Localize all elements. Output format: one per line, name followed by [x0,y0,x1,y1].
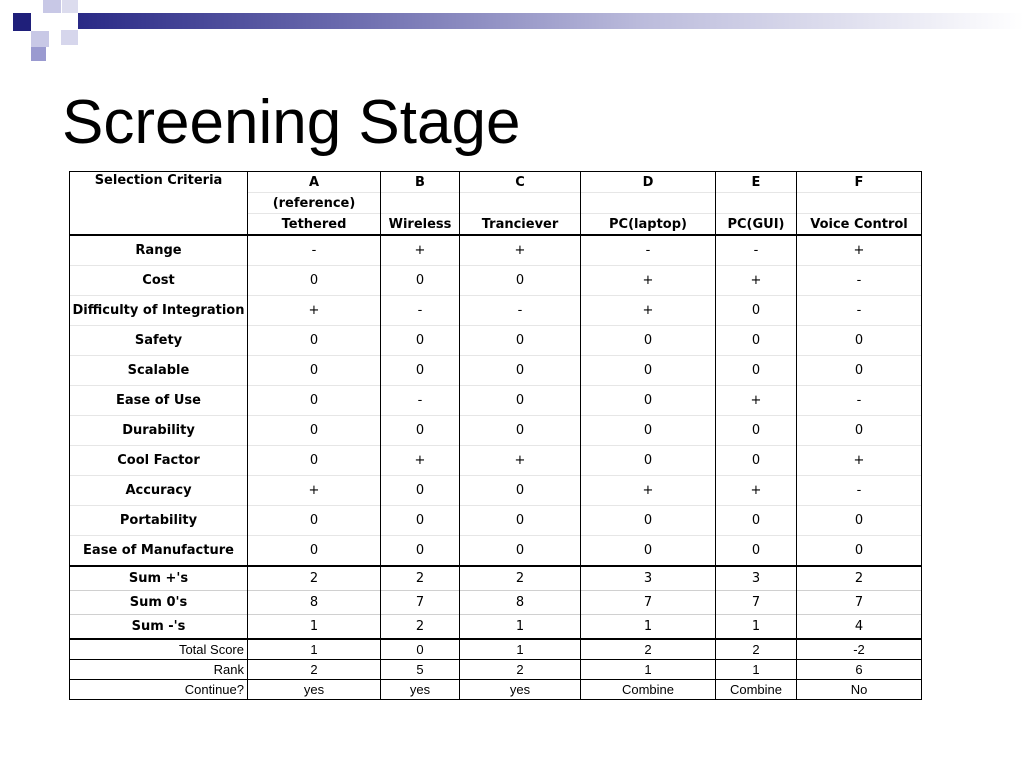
rating-cell: 0 [248,386,381,416]
continue-row [70,680,922,700]
concept-name: PC(GUI) [716,214,797,236]
rating-cell: + [581,296,716,326]
rating-cell: 0 [460,386,581,416]
rating-cell: + [460,235,581,266]
rating-cell: 0 [581,506,716,536]
sum-cell: 1 [581,615,716,640]
rating-cell: 0 [460,476,581,506]
concept-name: Voice Control [797,214,922,236]
banner-square-mid [31,47,46,61]
sum-row-plus [70,566,922,591]
criterion-name: Cool Factor [70,446,248,476]
sum-cell: 2 [381,566,460,591]
empty-cell [381,193,460,214]
rating-cell: 0 [248,536,381,567]
score-cell: -2 [797,639,922,660]
criterion-row-range [70,235,922,266]
banner-square-light [62,0,78,13]
concept-letter: F [797,172,922,193]
rating-cell: + [581,266,716,296]
slide-title: Screening Stage [62,88,521,157]
sum-cell: 2 [797,566,922,591]
rating-cell: 0 [460,356,581,386]
criterion-row-durability [70,416,922,446]
rating-cell: 0 [716,416,797,446]
rating-cell: + [381,235,460,266]
concept-letter: C [460,172,581,193]
rating-cell: + [716,266,797,296]
criterion-name: Scalable [70,356,248,386]
concept-name: Tethered [248,214,381,236]
decision-cell: yes [381,680,460,700]
rank-cell: 2 [460,660,581,680]
rating-cell: 0 [460,506,581,536]
rating-cell: 0 [797,416,922,446]
rating-cell: - [716,235,797,266]
sum-cell: 8 [248,591,381,615]
criterion-row-safety [70,326,922,356]
sum-cell: 7 [581,591,716,615]
score-cell: 2 [716,639,797,660]
concept-name: Tranciever [460,214,581,236]
criterion-name: Accuracy [70,476,248,506]
sum-cell: 2 [381,615,460,640]
rating-cell: + [248,476,381,506]
rating-cell: + [716,476,797,506]
rating-cell: 0 [381,506,460,536]
rating-cell: 0 [381,266,460,296]
sum-cell: 4 [797,615,922,640]
rating-cell: 0 [716,326,797,356]
decision-cell: yes [248,680,381,700]
concept-letter: A [248,172,381,193]
rating-cell: 0 [716,506,797,536]
rating-cell: + [797,446,922,476]
footer-label: Total Score [70,639,248,660]
banner-square-dark [13,13,31,31]
screening-matrix-table [69,171,922,700]
rating-cell: - [248,235,381,266]
rating-cell: 0 [460,416,581,446]
rating-cell: - [797,476,922,506]
criterion-row-portability [70,506,922,536]
rating-cell: 0 [248,266,381,296]
rating-cell: 0 [381,536,460,567]
rating-cell: 0 [581,326,716,356]
rank-cell: 1 [716,660,797,680]
rating-cell: - [581,235,716,266]
decision-cell: yes [460,680,581,700]
rating-cell: 0 [381,326,460,356]
rating-cell: 0 [460,536,581,567]
criterion-row-scalable [70,356,922,386]
rating-cell: + [381,446,460,476]
concept-letter: E [716,172,797,193]
rating-cell: 0 [460,326,581,356]
sum-cell: 1 [460,615,581,640]
rating-cell: 0 [716,296,797,326]
banner-square-light [43,0,61,13]
rank-cell: 6 [797,660,922,680]
concept-letter: D [581,172,716,193]
rank-cell: 1 [581,660,716,680]
rating-cell: + [460,446,581,476]
rating-cell: 0 [460,266,581,296]
empty-cell [716,193,797,214]
sum-cell: 7 [716,591,797,615]
rating-cell: + [797,235,922,266]
sum-cell: 3 [716,566,797,591]
sum-cell: 7 [797,591,922,615]
empty-cell [460,193,581,214]
rating-cell: 0 [381,356,460,386]
decision-cell: Combine [581,680,716,700]
rating-cell: 0 [581,446,716,476]
banner-gradient-bar [78,13,1024,29]
score-cell: 0 [381,639,460,660]
sum-label: Sum +'s [70,566,248,591]
rating-cell: + [716,386,797,416]
sum-cell: 1 [248,615,381,640]
rank-row [70,660,922,680]
rating-cell: 0 [248,416,381,446]
concept-name: PC(laptop) [581,214,716,236]
rating-cell: 0 [797,356,922,386]
total-score-row [70,639,922,660]
rating-cell: - [381,386,460,416]
banner-square-light [61,30,78,45]
sum-label: Sum 0's [70,591,248,615]
criterion-row-ease-of-manufacture [70,536,922,567]
rating-cell: 0 [248,356,381,386]
banner-square-light [31,31,49,47]
criterion-name: Range [70,235,248,266]
empty-cell [581,193,716,214]
criterion-row-difficulty-of-integration [70,296,922,326]
reference-label: (reference) [248,193,381,214]
rating-cell: - [797,266,922,296]
sum-cell: 3 [581,566,716,591]
rating-cell: + [248,296,381,326]
score-cell: 1 [248,639,381,660]
rating-cell: - [460,296,581,326]
criterion-row-accuracy [70,476,922,506]
criterion-name: Durability [70,416,248,446]
rating-cell: 0 [716,446,797,476]
criterion-name: Safety [70,326,248,356]
sum-label: Sum -'s [70,615,248,640]
sum-cell: 2 [248,566,381,591]
rating-cell: 0 [248,446,381,476]
criterion-row-cool-factor [70,446,922,476]
rating-cell: 0 [581,416,716,446]
decision-cell: No [797,680,922,700]
rating-cell: - [381,296,460,326]
concept-letter: B [381,172,460,193]
criterion-name: Difficulty of Integration [70,296,248,326]
rating-cell: 0 [248,326,381,356]
sum-cell: 7 [381,591,460,615]
criterion-row-cost [70,266,922,296]
sum-cell: 1 [716,615,797,640]
criterion-name: Portability [70,506,248,536]
criterion-name: Cost [70,266,248,296]
rating-cell: 0 [797,326,922,356]
rating-cell: 0 [716,536,797,567]
rank-cell: 2 [248,660,381,680]
rating-cell: - [797,296,922,326]
empty-cell [797,193,922,214]
rating-cell: 0 [248,506,381,536]
concept-name: Wireless [381,214,460,236]
rating-cell: 0 [581,386,716,416]
rating-cell: 0 [381,476,460,506]
decision-cell: Combine [716,680,797,700]
score-cell: 2 [581,639,716,660]
rating-cell: 0 [381,416,460,446]
criterion-name: Ease of Use [70,386,248,416]
sum-cell: 2 [460,566,581,591]
rating-cell: - [797,386,922,416]
rating-cell: 0 [797,536,922,567]
score-cell: 1 [460,639,581,660]
header-row-letters [70,172,922,193]
criterion-row-ease-of-use [70,386,922,416]
rating-cell: 0 [716,356,797,386]
sum-cell: 8 [460,591,581,615]
footer-label: Continue? [70,680,248,700]
rating-cell: + [581,476,716,506]
rating-cell: 0 [581,356,716,386]
footer-label: Rank [70,660,248,680]
criterion-name: Ease of Manufacture [70,536,248,567]
sum-row-zero [70,591,922,615]
rating-cell: 0 [581,536,716,567]
rating-cell: 0 [797,506,922,536]
rank-cell: 5 [381,660,460,680]
sum-row-minus [70,615,922,640]
selection-criteria-header: Selection Criteria [70,172,248,236]
title-banner-decoration [0,0,1024,62]
